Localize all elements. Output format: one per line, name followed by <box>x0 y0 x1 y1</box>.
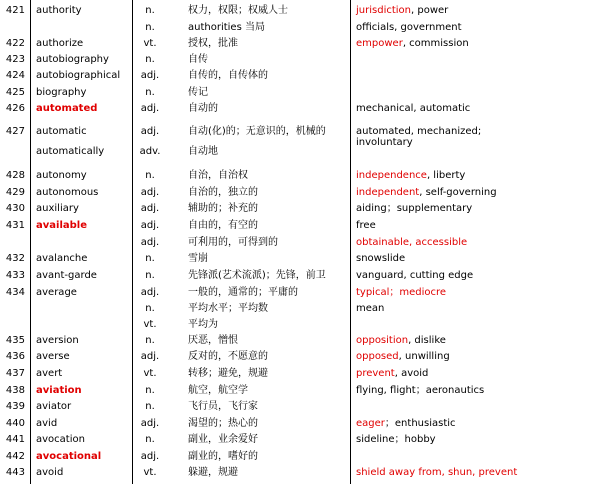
entry-number: 438 <box>5 385 25 396</box>
part-of-speech: n. <box>145 335 155 346</box>
chinese-definition: 平均为 <box>188 319 218 330</box>
chinese-definition: 雪崩 <box>188 253 208 264</box>
synonym-text: mechanical, automatic <box>356 103 471 114</box>
part-of-speech: adj. <box>140 203 160 214</box>
headword: auxiliary <box>36 203 79 214</box>
headword: avant-garde <box>36 270 97 281</box>
synonym-text: vanguard, cutting edge <box>356 270 474 281</box>
synonym-highlight: opposed <box>356 351 399 362</box>
chinese-definition: 副业的，嗜好的 <box>188 451 258 462</box>
part-of-speech: n. <box>145 303 155 314</box>
synonym-highlight: shield away from, shun, prevent <box>356 467 518 478</box>
chinese-definition: 授权，批准 <box>188 38 238 49</box>
headword: authority <box>36 5 82 16</box>
synonym-highlight: independent <box>356 187 420 198</box>
headword: aviation <box>36 385 82 396</box>
synonyms <box>356 186 497 200</box>
entry-number: 440 <box>5 418 25 429</box>
synonym-text: flying, flight；aeronautics <box>356 385 485 396</box>
part-of-speech: n. <box>145 253 155 264</box>
synonym-text: , self-governing <box>419 187 497 198</box>
synonym-text: involuntary <box>356 137 413 148</box>
synonym-highlight: opposition <box>356 335 409 346</box>
headword: avid <box>36 418 58 429</box>
synonyms <box>356 202 472 216</box>
chinese-definition: 副业，业余爱好 <box>188 434 258 445</box>
chinese-definition: 平均水平；平均数 <box>188 303 268 314</box>
synonym-highlight: eager <box>356 418 385 429</box>
chinese-definition: 自动地 <box>188 146 218 157</box>
headword: autonomous <box>36 187 99 198</box>
headword: aviator <box>36 401 72 412</box>
synonym-text: ；enthusiastic <box>384 418 456 429</box>
part-of-speech: n. <box>145 54 155 65</box>
synonym-highlight: obtainable, accessible <box>356 237 468 248</box>
chinese-definition: 航空，航空学 <box>188 385 248 396</box>
synonyms <box>356 252 405 266</box>
headword: authorize <box>36 38 84 49</box>
part-of-speech: adj. <box>140 451 160 462</box>
synonym-highlight: typical；mediocre <box>356 287 447 298</box>
part-of-speech: n. <box>145 87 155 98</box>
entry-number: 425 <box>5 87 25 98</box>
synonyms <box>356 236 467 250</box>
synonyms <box>356 350 450 364</box>
synonyms <box>356 21 462 35</box>
chinese-definition: 飞行员，飞行家 <box>188 401 258 412</box>
part-of-speech: vt. <box>143 319 157 330</box>
entry-number: 430 <box>5 203 25 214</box>
synonyms <box>356 219 376 233</box>
part-of-speech: adj. <box>140 418 160 429</box>
headword: avoid <box>36 467 64 478</box>
chinese-definition: 自由的，有空的 <box>188 220 258 231</box>
headword: automatically <box>36 146 105 157</box>
synonym-text: , unwilling <box>398 351 450 362</box>
part-of-speech: n. <box>145 434 155 445</box>
headword: avocation <box>36 434 85 445</box>
headword: averse <box>36 351 70 362</box>
column-divider <box>30 0 31 484</box>
synonyms <box>356 367 428 381</box>
part-of-speech: n. <box>145 270 155 281</box>
synonyms <box>356 384 484 398</box>
headword: autonomy <box>36 170 87 181</box>
synonyms <box>356 169 465 183</box>
entry-number: 426 <box>5 103 25 114</box>
synonym-highlight: prevent <box>356 368 395 379</box>
part-of-speech: vt. <box>143 38 157 49</box>
chinese-definition: 躲避，规避 <box>188 467 238 478</box>
headword: avalanche <box>36 253 88 264</box>
chinese-definition: 一般的，通常的；平庸的 <box>188 287 298 298</box>
synonyms <box>356 302 384 316</box>
part-of-speech: adj. <box>140 237 160 248</box>
synonym-text: , liberty <box>426 170 466 181</box>
chinese-definition: 可利用的，可得到的 <box>188 237 278 248</box>
entry-number: 427 <box>5 126 25 137</box>
chinese-definition: 自动(化)的；无意识的，机械的 <box>188 126 326 137</box>
synonym-highlight: jurisdiction <box>356 5 411 16</box>
headword: automated <box>36 103 98 114</box>
part-of-speech: adj. <box>140 220 160 231</box>
synonym-text: mean <box>356 303 385 314</box>
entry-number: 437 <box>5 368 25 379</box>
entry-number: 422 <box>5 38 25 49</box>
synonym-text: aiding；supplementary <box>356 203 473 214</box>
entry-number: 423 <box>5 54 25 65</box>
synonyms <box>356 37 469 51</box>
synonyms <box>356 269 473 283</box>
entry-number: 431 <box>5 220 25 231</box>
synonym-text: automated, mechanized; <box>356 126 482 137</box>
chinese-definition: authorities 当局 <box>188 22 265 33</box>
synonyms <box>356 417 456 431</box>
synonym-text: , power <box>411 5 449 16</box>
part-of-speech: adj. <box>140 187 160 198</box>
synonyms <box>356 102 470 116</box>
headword: biography <box>36 87 87 98</box>
column-divider <box>350 0 351 484</box>
entry-number: 428 <box>5 170 25 181</box>
synonyms <box>356 466 517 480</box>
chinese-definition: 自传的，自传体的 <box>188 70 268 81</box>
synonyms <box>356 433 436 447</box>
synonym-text: , avoid <box>394 368 429 379</box>
entry-number: 433 <box>5 270 25 281</box>
headword: aversion <box>36 335 79 346</box>
entry-number: 442 <box>5 451 25 462</box>
part-of-speech: adj. <box>140 103 160 114</box>
synonym-text: , dislike <box>408 335 446 346</box>
part-of-speech: adj. <box>140 126 160 137</box>
entry-number: 432 <box>5 253 25 264</box>
entry-number: 436 <box>5 351 25 362</box>
synonym-text: snowslide <box>356 253 406 264</box>
synonym-highlight: empower <box>356 38 403 49</box>
synonym-highlight: independence <box>356 170 427 181</box>
part-of-speech: n. <box>145 385 155 396</box>
headword: autobiographical <box>36 70 121 81</box>
headword: average <box>36 287 77 298</box>
synonyms <box>356 286 446 300</box>
chinese-definition: 厌恶，憎恨 <box>188 335 238 346</box>
synonyms <box>356 4 448 18</box>
headword: avocational <box>36 451 102 462</box>
synonym-text: , commission <box>402 38 469 49</box>
entry-number: 443 <box>5 467 25 478</box>
synonym-text: officials, government <box>356 22 462 33</box>
chinese-definition: 反对的，不愿意的 <box>188 351 268 362</box>
entry-number: 439 <box>5 401 25 412</box>
entry-number: 421 <box>5 5 25 16</box>
entry-number: 434 <box>5 287 25 298</box>
synonyms <box>356 334 446 348</box>
part-of-speech: vt. <box>143 467 157 478</box>
synonym-text: sideline；hobby <box>356 434 436 445</box>
part-of-speech: adj. <box>140 351 160 362</box>
headword: automatic <box>36 126 87 137</box>
headword: available <box>36 220 87 231</box>
synonym-text: free <box>356 220 376 231</box>
part-of-speech: n. <box>145 170 155 181</box>
part-of-speech: n. <box>145 22 155 33</box>
entry-number: 424 <box>5 70 25 81</box>
chinese-definition: 辅助的；补充的 <box>188 203 258 214</box>
entry-number: 441 <box>5 434 25 445</box>
chinese-definition: 传记 <box>188 87 208 98</box>
chinese-definition: 自治的，独立的 <box>188 187 258 198</box>
entry-number: 435 <box>5 335 25 346</box>
part-of-speech: adj. <box>140 70 160 81</box>
chinese-definition: 先锋派(艺术流派)；先锋，前卫 <box>188 270 326 281</box>
headword: avert <box>36 368 63 379</box>
chinese-definition: 自治，自治权 <box>188 170 248 181</box>
chinese-definition: 渴望的；热心的 <box>188 418 258 429</box>
column-divider <box>132 0 133 484</box>
chinese-definition: 权力，权限；权威人士 <box>188 5 288 16</box>
part-of-speech: adv. <box>139 146 161 157</box>
headword: autobiography <box>36 54 109 65</box>
synonyms <box>356 136 413 150</box>
chinese-definition: 转移；避免，规避 <box>188 368 268 379</box>
part-of-speech: n. <box>145 401 155 412</box>
part-of-speech: vt. <box>143 368 157 379</box>
part-of-speech: n. <box>145 5 155 16</box>
part-of-speech: adj. <box>140 287 160 298</box>
chinese-definition: 自动的 <box>188 103 218 114</box>
entry-number: 429 <box>5 187 25 198</box>
chinese-definition: 自传 <box>188 54 208 65</box>
